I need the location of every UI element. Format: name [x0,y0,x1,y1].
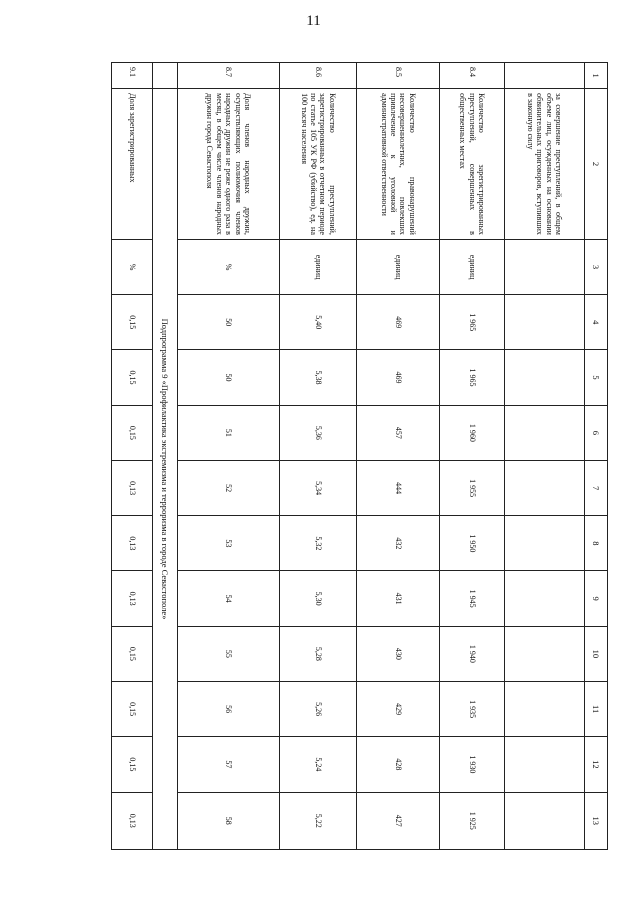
row-value: 0,13 [112,460,153,515]
row-number [153,63,178,89]
row-value: 5,32 [280,516,357,571]
table-row [178,63,280,850]
row-value: 55 [178,626,280,681]
row-description: Количество преступлений, зарегистрированных в отчетном периоде по статье 105 УК РФ (убийство), ед. на 100 тысяч населения [280,89,357,240]
empty-cell [505,737,585,792]
row-value: 5,38 [280,350,357,405]
row-value: 444 [357,460,440,515]
row-value: 430 [357,626,440,681]
row-value: 0,15 [112,626,153,681]
row-value: 431 [357,571,440,626]
row-value: 52 [178,460,280,515]
row-value: 0,15 [112,682,153,737]
empty-cell [505,792,585,849]
row-unit: единиц [280,239,357,294]
row-description: Доля зарегистрированных [112,89,153,240]
row-value: 469 [357,350,440,405]
row-value: 0,15 [112,737,153,792]
column-number-row [585,63,608,850]
row-value: 429 [357,682,440,737]
col-header: 13 [585,792,608,849]
row-value: 0,15 [112,350,153,405]
row-value: 1 950 [440,516,505,571]
row-unit [505,239,585,294]
row-number: 8.5 [357,63,440,89]
row-value: 0,13 [112,792,153,849]
subprogram-title: Подпрограмма 9 «Профилактика экстремизма и терроризма в городе Севастополе» [153,89,178,850]
row-value: 1 965 [440,350,505,405]
row-value: 5,28 [280,626,357,681]
row-description: Количество зарегистрированных преступлений, совершенных в общественных местах [440,89,505,240]
row-value: 50 [178,350,280,405]
row-unit: единиц [357,239,440,294]
empty-cell [505,626,585,681]
col-header: 1 [585,63,608,89]
row-value: 428 [357,737,440,792]
row-value: 0,13 [112,571,153,626]
table-row [357,63,440,850]
col-header: 10 [585,626,608,681]
row-value: 469 [357,295,440,350]
empty-cell [505,350,585,405]
row-description: Количество правонарушений несовершеннолетних, повлекших привлечение к уголовной и административной ответственности [357,89,440,240]
table-row-continuation [505,63,585,850]
row-value: 58 [178,792,280,849]
empty-cell [505,405,585,460]
table-row [280,63,357,850]
row-unit: % [112,239,153,294]
row-value: 1 955 [440,460,505,515]
row-value: 5,22 [280,792,357,849]
row-description: за совершение преступлений, в общем объеме лиц, осужденных на основании обвинительных приговоров, вступивших в законную силу [505,89,585,240]
row-value: 5,24 [280,737,357,792]
row-value: 1 935 [440,682,505,737]
col-header: 3 [585,239,608,294]
row-value: 457 [357,405,440,460]
row-number: 9.1 [112,63,153,89]
row-number: 8.4 [440,63,505,89]
row-value: 0,13 [112,516,153,571]
row-value: 1 925 [440,792,505,849]
col-header: 11 [585,682,608,737]
row-description: Доля членов народных дружин, осуществляющих полномочия членов народных дружин не реже одного раза в месяц, в общем числе членов народных дружин города Севастополя [178,89,280,240]
col-header: 6 [585,405,608,460]
row-value: 51 [178,405,280,460]
row-value: 5,34 [280,460,357,515]
indicators-table [111,62,608,850]
row-value: 56 [178,682,280,737]
col-header: 9 [585,571,608,626]
subprogram-row [153,63,178,850]
row-value: 432 [357,516,440,571]
row-value: 1 930 [440,737,505,792]
row-unit: % [178,239,280,294]
col-header: 5 [585,350,608,405]
empty-cell [505,516,585,571]
row-number: 8.7 [178,63,280,89]
empty-cell [505,295,585,350]
col-header: 2 [585,89,608,240]
row-value: 1 960 [440,405,505,460]
row-value: 57 [178,737,280,792]
col-header: 12 [585,737,608,792]
row-value: 1 945 [440,571,505,626]
empty-cell [505,571,585,626]
row-value: 54 [178,571,280,626]
row-number [505,63,585,89]
rotated-table-wrapper [111,62,608,850]
col-header: 4 [585,295,608,350]
row-unit: единиц [440,239,505,294]
col-header: 8 [585,516,608,571]
row-value: 5,40 [280,295,357,350]
row-value: 1 965 [440,295,505,350]
table-row [440,63,505,850]
row-value: 5,36 [280,405,357,460]
row-value: 53 [178,516,280,571]
table-row [112,63,153,850]
row-value: 50 [178,295,280,350]
row-value: 0,15 [112,295,153,350]
row-value: 1 940 [440,626,505,681]
row-value: 427 [357,792,440,849]
empty-cell [505,682,585,737]
row-value: 5,30 [280,571,357,626]
row-value: 0,15 [112,405,153,460]
page-number: 11 [306,13,321,29]
empty-cell [505,460,585,515]
col-header: 7 [585,460,608,515]
row-value: 5,26 [280,682,357,737]
row-number: 8.6 [280,63,357,89]
